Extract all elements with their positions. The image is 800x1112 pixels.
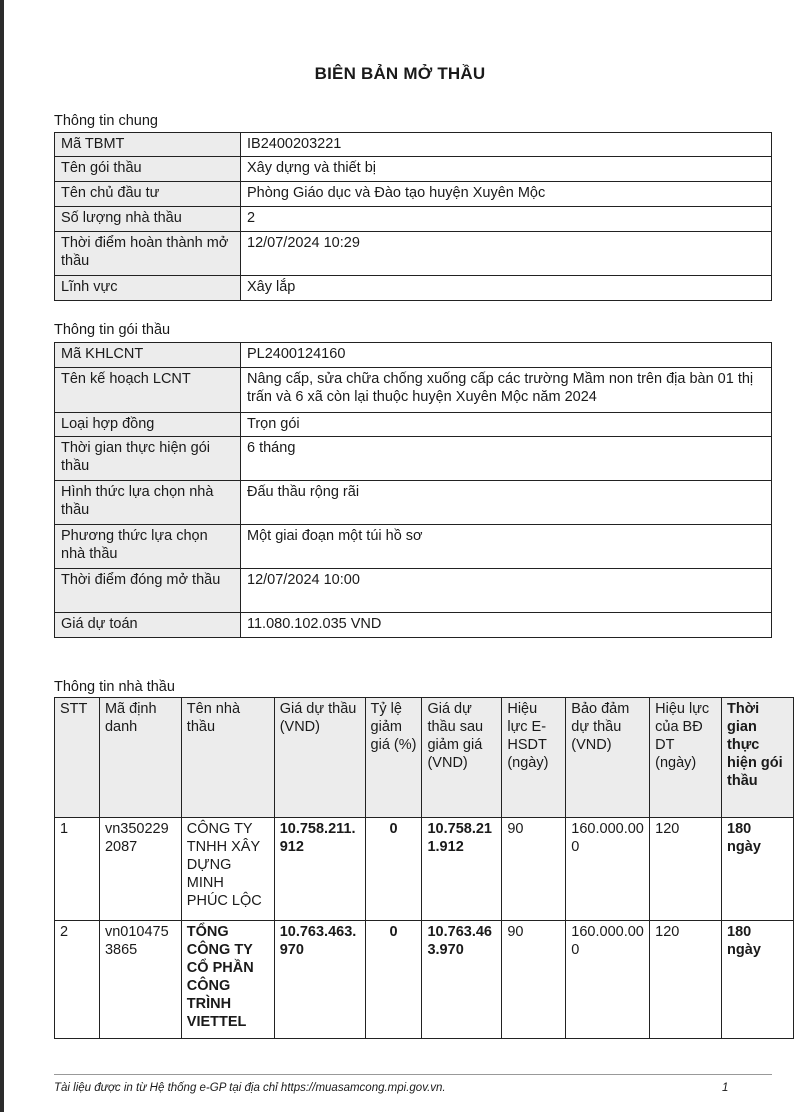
field-label: Tên gói thầu [55, 157, 241, 182]
footer-note: Tài liệu được in từ Hệ thống e-GP tại địa chỉ https://muasamcong.mpi.gov.vn. [54, 1082, 446, 1094]
table-row [55, 343, 772, 368]
field-value: Phòng Giáo dục và Đào tạo huyện Xuyên Mộc [241, 182, 772, 207]
page-number: 1 [722, 1082, 729, 1094]
table-row [55, 481, 772, 525]
table-cell: 0 [365, 818, 422, 921]
field-value: Nâng cấp, sửa chữa chống xuống cấp các trường Mầm non trên địa bàn 01 thị trấn và 6 xã còn lại thuộc huyện Xuyên Mộc năm 2024 [241, 368, 772, 413]
column-header: Mã định danh [99, 698, 181, 818]
table-cell: 180 ngày [722, 818, 794, 921]
document-title: BIÊN BẢN MỞ THẦU [314, 64, 486, 83]
general-info-table [54, 132, 772, 301]
field-value: Trọn gói [241, 413, 772, 437]
table-row [55, 207, 772, 232]
table-cell: vn0104753865 [99, 921, 181, 1039]
page-edge [0, 0, 4, 1112]
table-row [55, 921, 794, 1039]
column-header: Thời gian thực hiện gói thầu [722, 698, 794, 818]
footer-divider [54, 1074, 772, 1075]
column-header: Giá dự thầu sau giảm giá (VND) [422, 698, 502, 818]
general-info-label: Thông tin chung [54, 113, 158, 129]
table-row [55, 569, 772, 613]
table-cell: 10.763.463.970 [274, 921, 365, 1039]
field-label: Loại hợp đồng [55, 413, 241, 437]
column-header: Hiệu lực E-HSDT (ngày) [502, 698, 566, 818]
field-value: IB2400203221 [241, 133, 772, 157]
table-row [55, 818, 794, 921]
field-label: Tên kế hoạch LCNT [55, 368, 241, 413]
table-cell: TỔNG CÔNG TY CỔ PHẦN CÔNG TRÌNH VIETTEL [181, 921, 274, 1039]
column-header: Giá dự thầu (VND) [274, 698, 365, 818]
table-row [55, 182, 772, 207]
table-header-row [55, 698, 794, 818]
table-cell: 2 [55, 921, 100, 1039]
table-cell: 90 [502, 921, 566, 1039]
table-cell: 10.758.211.912 [274, 818, 365, 921]
table-row [55, 413, 772, 437]
table-row [55, 437, 772, 481]
table-row [55, 157, 772, 182]
table-row [55, 613, 772, 638]
field-value: Xây dựng và thiết bị [241, 157, 772, 182]
column-header: STT [55, 698, 100, 818]
table-cell: 160.000.000 [566, 921, 650, 1039]
field-value: 6 tháng [241, 437, 772, 481]
table-cell: 120 [650, 921, 722, 1039]
table-cell: vn3502292087 [99, 818, 181, 921]
table-row [55, 368, 772, 413]
field-label: Mã KHLCNT [55, 343, 241, 368]
field-label: Thời gian thực hiện gói thầu [55, 437, 241, 481]
table-row [55, 232, 772, 276]
table-cell: 10.758.211.912 [422, 818, 502, 921]
field-label: Tên chủ đầu tư [55, 182, 241, 207]
field-value: PL2400124160 [241, 343, 772, 368]
table-cell: 90 [502, 818, 566, 921]
table-row [55, 133, 772, 157]
column-header: Tên nhà thầu [181, 698, 274, 818]
field-value: 11.080.102.035 VND [241, 613, 772, 638]
field-label: Số lượng nhà thầu [55, 207, 241, 232]
table-cell: 120 [650, 818, 722, 921]
field-label: Mã TBMT [55, 133, 241, 157]
table-row [55, 525, 772, 569]
column-header: Tỷ lệ giảm giá (%) [365, 698, 422, 818]
table-row [55, 276, 772, 301]
field-value: 12/07/2024 10:00 [241, 569, 772, 613]
table-cell: 10.763.463.970 [422, 921, 502, 1039]
field-value: Xây lắp [241, 276, 772, 301]
contractor-table [54, 697, 794, 1039]
contractor-info-label: Thông tin nhà thầu [54, 679, 175, 695]
table-cell: CÔNG TY TNHH XÂY DỰNG MINH PHÚC LỘC [181, 818, 274, 921]
field-value: 12/07/2024 10:29 [241, 232, 772, 276]
package-info-label: Thông tin gói thầu [54, 322, 171, 338]
field-value: Đấu thầu rộng rãi [241, 481, 772, 525]
table-cell: 180 ngày [722, 921, 794, 1039]
field-value: 2 [241, 207, 772, 232]
field-label: Phương thức lựa chọn nhà thầu [55, 525, 241, 569]
field-label: Hình thức lựa chọn nhà thầu [55, 481, 241, 525]
field-label: Giá dự toán [55, 613, 241, 638]
table-cell: 1 [55, 818, 100, 921]
field-value: Một giai đoạn một túi hồ sơ [241, 525, 772, 569]
column-header: Bảo đảm dự thầu (VND) [566, 698, 650, 818]
table-cell: 160.000.000 [566, 818, 650, 921]
column-header: Hiệu lực của BĐ DT (ngày) [650, 698, 722, 818]
field-label: Thời điểm hoàn thành mở thầu [55, 232, 241, 276]
table-cell: 0 [365, 921, 422, 1039]
package-info-table [54, 342, 772, 638]
field-label: Lĩnh vực [55, 276, 241, 301]
field-label: Thời điểm đóng mở thầu [55, 569, 241, 613]
